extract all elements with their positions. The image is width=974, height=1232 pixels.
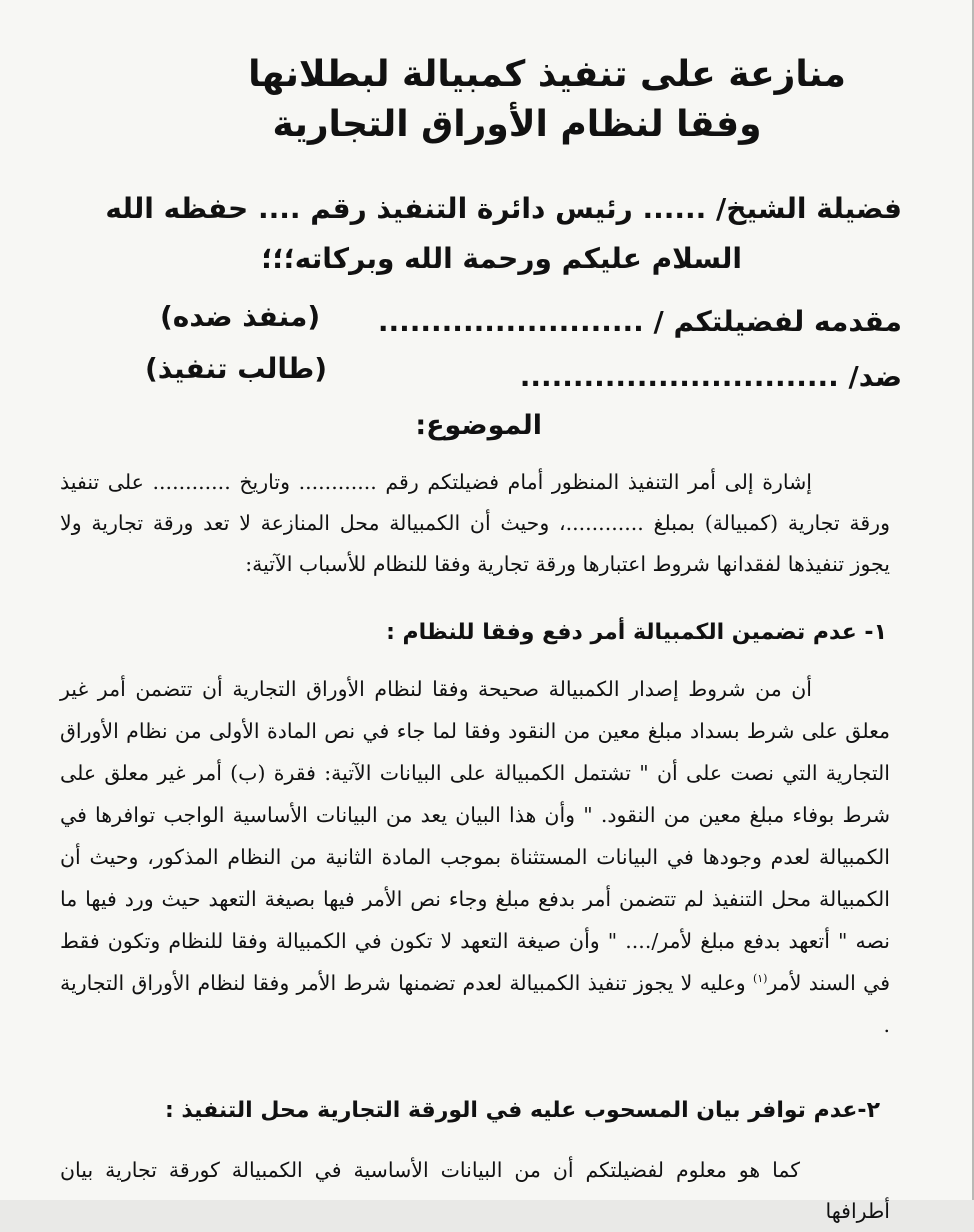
submitted-by-role: (منفذ ضده)	[160, 300, 321, 333]
section-1-paragraph-part-a: أن من شروط إصدار الكمبيالة صحيحة وفقا لنظام الأوراق التجارية أن تتضمن أمر غير معلق على شرط بسداد مبلغ معين من النقود وفقا لما جاء في نص المادة الأولى من نظام الأوراق التجارية التي نصت على أن " تشتمل الكمبيالة على البيانات الآتية: فقرة (ب) أمر غير معلق على شرط بوفاء مبلغ معين من النقود. " وأن هذا البيان يعد من البيانات الأساسية الواجب توافرها في الكمبيالة لعدم وجودها في البيانات المستثناة بموجب المادة الثانية من النظام المذكور، وحيث أن الكمبيالة محل التنفيذ لم تتضمن أمر بدفع مبلغ وجاء نص الأمر فيها بصيغة التعهد حيث ورد فيها ما نصه " أتعهد بدفع مبلغ لأمر/.... " وأن صيغة التعهد لا تكون في الكمبيالة وفقا للنظام وتكون فقط في السند لأمر	[60, 677, 890, 995]
submitted-by-line: مقدمه لفضيلتكم / .........................	[377, 305, 902, 338]
against-line: ضد/ ..............................	[519, 360, 902, 393]
intro-paragraph: إشارة إلى أمر التنفيذ المنظور أمام فضيلتكم رقم ............ وتاريخ ............ على تنفيذ ورقة تجارية (كمبيالة) بمبلغ ............، وحيث أن الكمبيالة محل المنازعة لا تعد ورقة تجارية ولا يجوز تنفيذها لفقدانها شروط اعتبارها ورقة تجارية وفقا للنظام للأسباب الآتية:	[60, 470, 890, 576]
section-2-heading: ٢-عدم توافر بيان المسحوب عليه في الورقة التجارية محل التنفيذ :	[164, 1098, 880, 1123]
subject-label: الموضوع:	[415, 410, 542, 441]
footnote-marker: (١)	[752, 972, 768, 986]
section-2-paragraph: كما هو معلوم لفضيلتكم أن من البيانات الأساسية في الكمبيالة كورقة تجارية بيان أطرافها	[60, 1158, 890, 1223]
salutation-line: فضيلة الشيخ/ ...... رئيس دائرة التنفيذ رقم .... حفظه الله	[105, 192, 902, 225]
section-1-heading: ١- عدم تضمين الكمبيالة أمر دفع وفقا للنظام :	[386, 620, 887, 645]
against-role: (طالب تنفيذ)	[145, 352, 328, 385]
document-title-line-1: منازعة على تنفيذ كمبيالة لبطلانها	[248, 54, 846, 95]
greeting-line: السلام عليكم ورحمة الله وبركاته؛؛؛	[261, 242, 742, 275]
section-1-paragraph	[60, 668, 890, 1046]
document-title-line-2: وفقا لنظام الأوراق التجارية	[272, 104, 762, 145]
section-1-paragraph-part-b: وعليه لا يجوز تنفيذ الكمبيالة لعدم تضمنها شرط الأمر وفقا لنظام الأوراق التجارية .	[60, 971, 890, 1037]
